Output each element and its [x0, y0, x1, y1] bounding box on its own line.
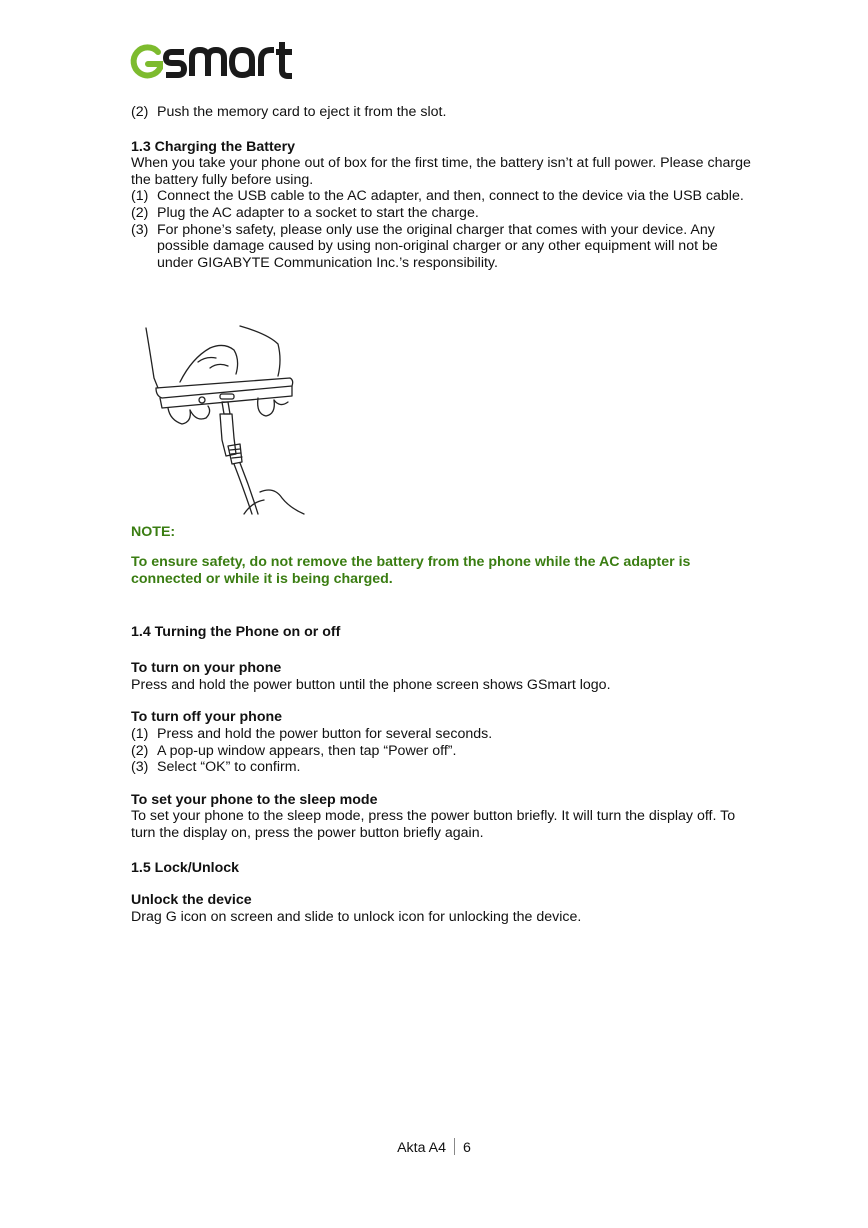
- step-number: (3): [131, 221, 149, 238]
- step-text: Push the memory card to eject it from the slot.: [157, 104, 447, 120]
- step-text: Press and hold the power button for several seconds.: [157, 726, 493, 743]
- hand-outline: [260, 490, 304, 514]
- step-number: (2): [131, 204, 149, 221]
- footer-model: Akta A4: [397, 1140, 446, 1156]
- hand-outline: [240, 326, 280, 376]
- page-footer: [0, 1138, 868, 1156]
- charging-step: [131, 205, 751, 222]
- step-text: Connect the USB cable to the AC adapter, and then, connect to the device via the USB cable.: [157, 188, 744, 205]
- step-text: For phone’s safety, please only use the original charger that comes with your device. Any possible damage caused by using non-original charger or any other equipment will not be under GIGABYTE Communication Inc.’s responsibility.: [157, 221, 718, 271]
- logo-a-shape: [232, 50, 252, 76]
- logo-s-shape: [166, 52, 184, 75]
- section-heading-lock: 1.5 Lock/Unlock: [131, 859, 240, 876]
- page-number: 6: [463, 1140, 471, 1156]
- logo-g-shape: [134, 47, 160, 75]
- step-number: (1): [131, 726, 149, 743]
- charging-illustration: [140, 322, 310, 518]
- step-text: Select “OK” to confirm.: [157, 759, 301, 776]
- step-text: A pop-up window appears, then tap “Power off”.: [157, 742, 457, 759]
- phone-jack: [199, 397, 205, 403]
- gsmart-logo: [128, 40, 298, 82]
- charging-step: [131, 188, 751, 205]
- hand-phone-cable-drawing: [140, 322, 310, 518]
- sleep-mode-heading: To set your phone to the sleep mode: [131, 791, 378, 808]
- section-heading-power: 1.4 Turning the Phone on or off: [131, 623, 341, 640]
- turn-off-step: [131, 743, 751, 760]
- section-heading-charging: 1.3 Charging the Battery: [131, 138, 295, 155]
- turn-on-text: Press and hold the power button until the phone screen shows GSmart logo.: [131, 676, 611, 693]
- logo-t-shape: [276, 42, 292, 76]
- intro-step: [131, 104, 751, 121]
- hand-outline: [180, 345, 238, 382]
- unlock-text: Drag G icon on screen and slide to unlock icon for unlocking the device.: [131, 908, 582, 925]
- hand-outline: [198, 358, 228, 369]
- usb-plug: [222, 402, 230, 414]
- finger-outline: [258, 398, 275, 416]
- turn-off-step: [131, 759, 751, 776]
- charging-step: [131, 222, 751, 272]
- logo-m-shape: [192, 50, 224, 76]
- finger-outline: [190, 406, 210, 419]
- step-number: (2): [131, 742, 149, 759]
- turn-off-heading: To turn off your phone: [131, 709, 283, 726]
- finger-outline: [274, 400, 288, 405]
- step-number: (3): [131, 759, 149, 776]
- sleep-mode-text: To set your phone to the sleep mode, press the power button briefly. It will turn the display off. To turn the display on, press the power button briefly again.: [131, 808, 736, 842]
- step-number: (2): [131, 104, 149, 120]
- step-number: (1): [131, 188, 149, 205]
- hand-outline: [146, 328, 158, 388]
- phone-outline: [156, 378, 293, 398]
- step-text: Plug the AC adapter to a socket to start the charge.: [157, 204, 479, 221]
- note-text: To ensure safety, do not remove the battery from the phone while the AC adapter is connected or while it is being charged.: [131, 554, 691, 587]
- finger-outline: [168, 408, 190, 424]
- unlock-heading: Unlock the device: [131, 892, 252, 909]
- footer-separator: [454, 1138, 455, 1155]
- usb-port: [220, 394, 234, 399]
- logo-r-shape: [261, 50, 274, 76]
- turn-on-heading: To turn on your phone: [131, 660, 282, 677]
- charging-intro: When you take your phone out of box for the first time, the battery isn’t at full power. Please charge the battery fully before using.: [131, 155, 751, 188]
- gsmart-logo-graphic: [128, 40, 298, 82]
- note-label: NOTE:: [131, 523, 176, 540]
- turn-off-step: [131, 726, 751, 743]
